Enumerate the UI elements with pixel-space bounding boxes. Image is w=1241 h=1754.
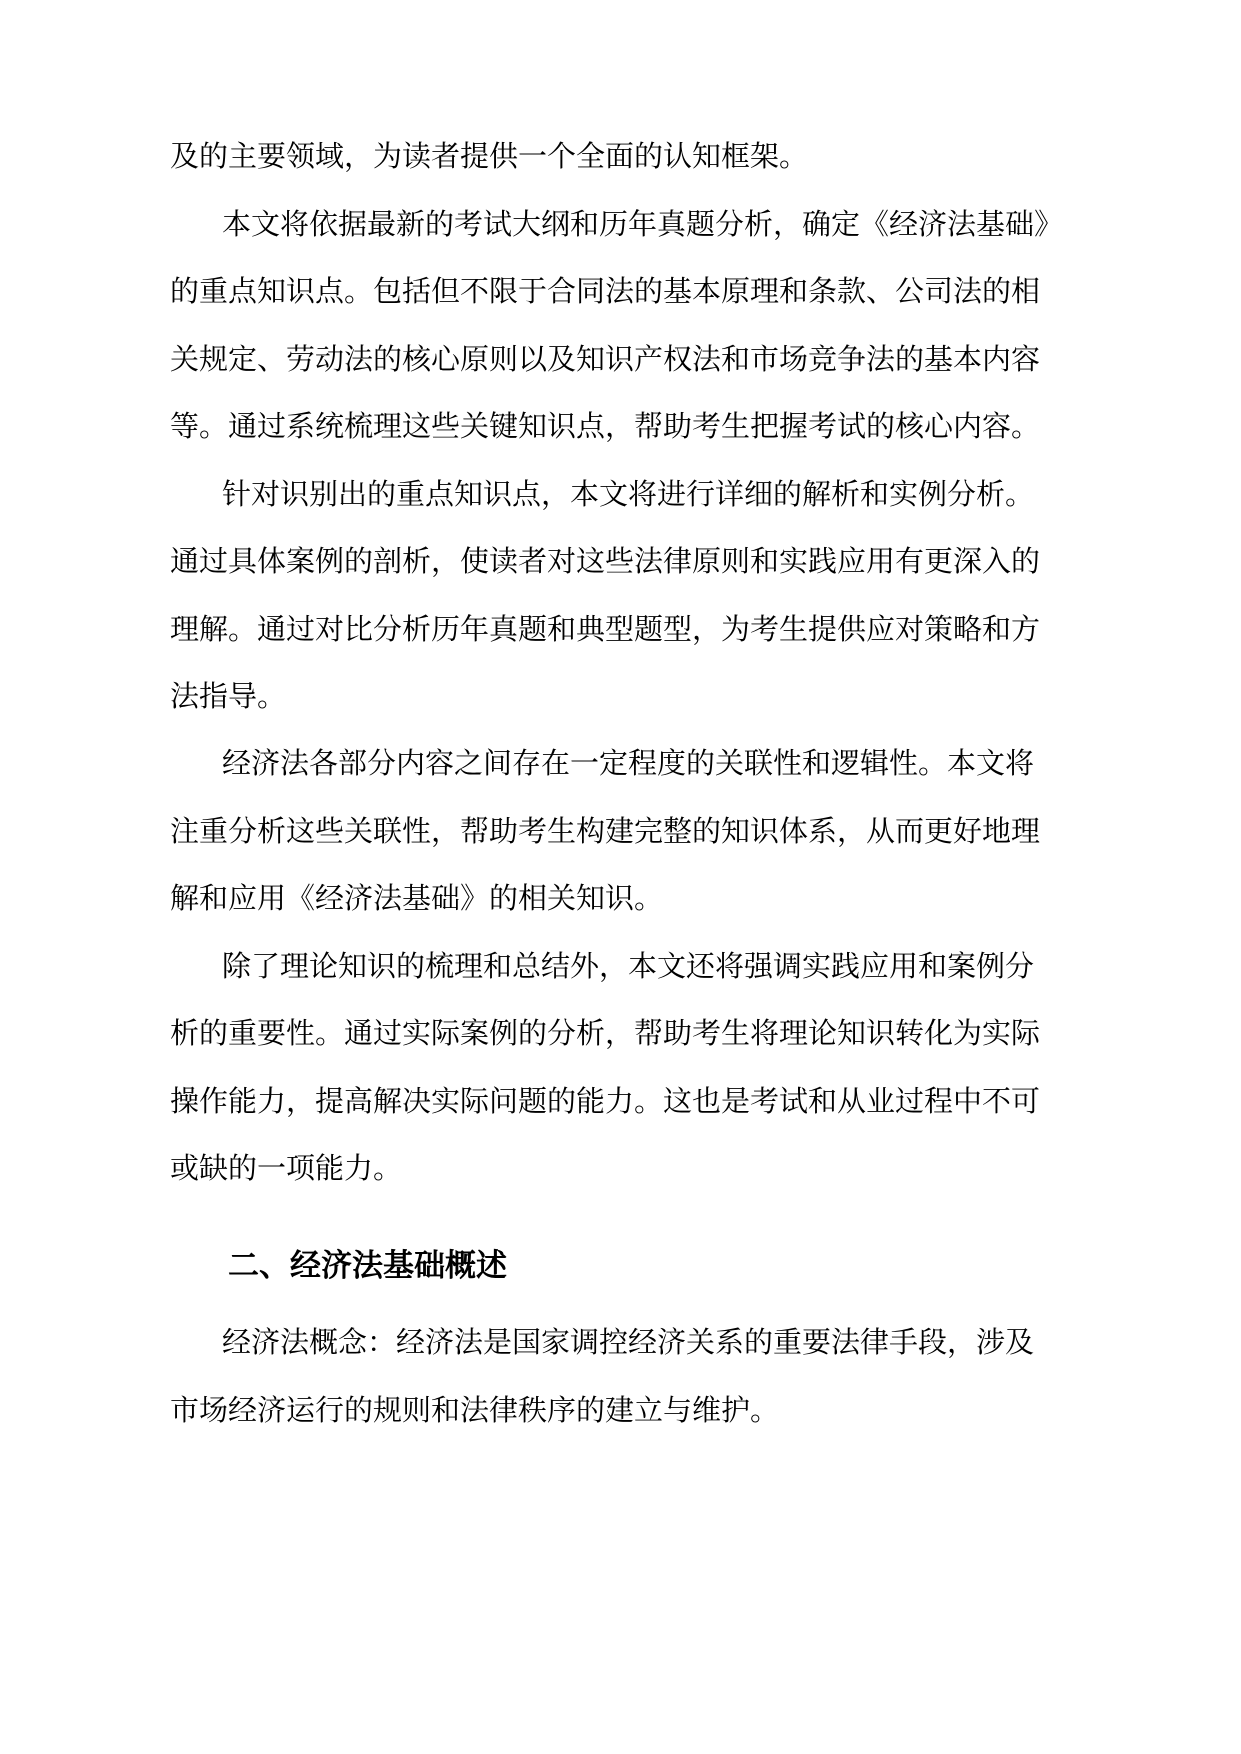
- paragraph-line: 操作能力，提高解决实际问题的能力。这也是考试和从业过程中不可: [170, 1084, 1041, 1118]
- paragraph-line: 本文将依据最新的考试大纲和历年真题分析，确定《经济法基础》: [222, 207, 1064, 241]
- paragraph-line: 法指导。: [170, 679, 287, 713]
- paragraph-line: 解和应用《经济法基础》的相关知识。: [170, 881, 664, 915]
- paragraph-line: 经济法各部分内容之间存在一定程度的关联性和逻辑性。本文将: [222, 746, 1035, 780]
- paragraph-line: 的重点知识点。包括但不限于合同法的基本原理和条款、公司法的相: [170, 274, 1041, 308]
- paragraph-line: 除了理论知识的梳理和总结外，本文还将强调实践应用和案例分: [222, 949, 1035, 983]
- paragraph-line: 等。通过系统梳理这些关键知识点，帮助考生把握考试的核心内容。: [170, 409, 1041, 443]
- paragraph-line: 或缺的一项能力。: [170, 1151, 403, 1185]
- paragraph-line: 针对识别出的重点知识点，本文将进行详细的解析和实例分析。: [222, 477, 1035, 511]
- paragraph-line: 通过具体案例的剖析，使读者对这些法律原则和实践应用有更深入的: [170, 544, 1041, 578]
- paragraph-line: 及的主要领域，为读者提供一个全面的认知框架。: [170, 139, 809, 173]
- section-heading: 二、经济法基础概述: [228, 1248, 507, 1284]
- paragraph-line: 析的重要性。通过实际案例的分析，帮助考生将理论知识转化为实际: [170, 1016, 1041, 1050]
- paragraph-line: 经济法概念：经济法是国家调控经济关系的重要法律手段，涉及: [222, 1325, 1035, 1359]
- paragraph-line: 市场经济运行的规则和法律秩序的建立与维护。: [170, 1393, 780, 1427]
- paragraph-line: 理解。通过对比分析历年真题和典型题型，为考生提供应对策略和方: [170, 612, 1041, 646]
- paragraph-line: 注重分析这些关联性，帮助考生构建完整的知识体系，从而更好地理: [170, 814, 1041, 848]
- paragraph-line: 关规定、劳动法的核心原则以及知识产权法和市场竞争法的基本内容: [170, 342, 1041, 376]
